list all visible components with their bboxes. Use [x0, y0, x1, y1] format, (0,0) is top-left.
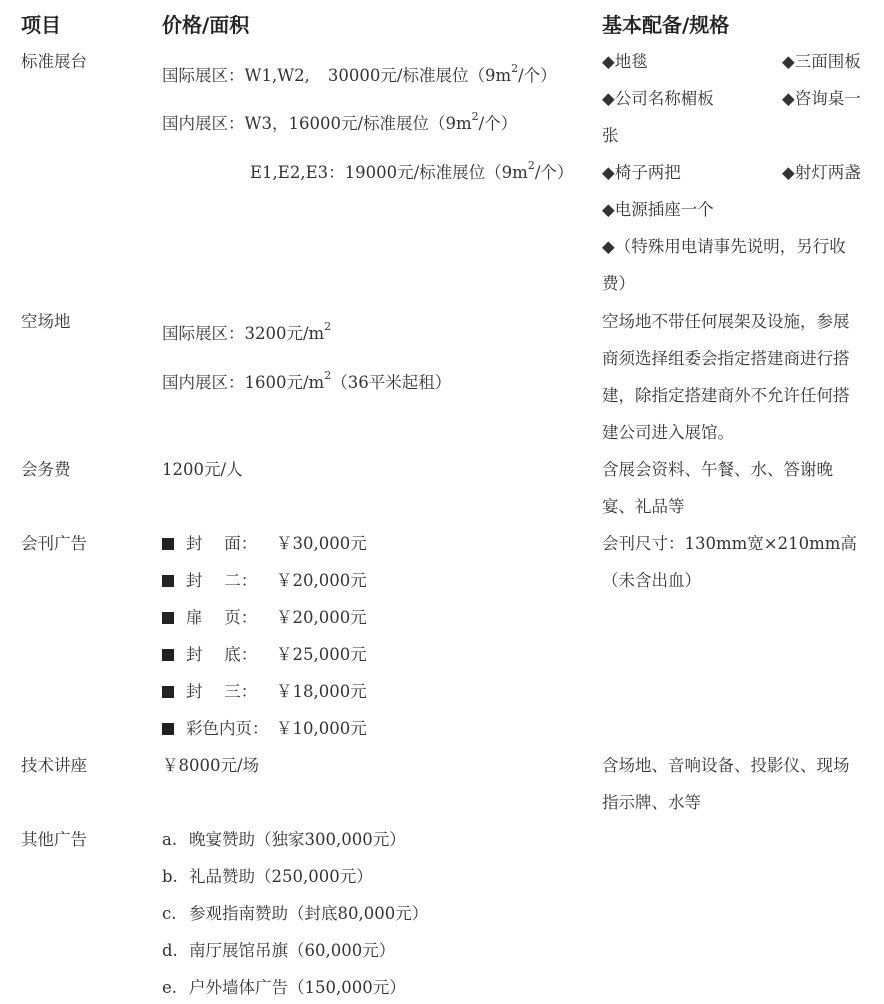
- journal-ad-price: ￥10,000元: [276, 719, 367, 738]
- space-spec-line-1: 空场地不带任何展架及设施，参展: [602, 312, 850, 331]
- spec-socket: ◆电源插座一个: [602, 200, 714, 219]
- journal-ad-price: ￥25,000元: [276, 645, 367, 664]
- space-price-domestic: [162, 369, 451, 393]
- journal-ad-price: ￥30,000元: [276, 534, 367, 553]
- space-spec-line-2: 商须选择组委会指定搭建商进行搭: [602, 349, 850, 368]
- spec-chairs: ◆椅子两把: [602, 163, 681, 182]
- conference-price: 1200元/人: [162, 460, 243, 479]
- booth-price-intl: [162, 62, 557, 86]
- space-intl: 国际展区：3200元/m: [162, 324, 325, 343]
- item-other-ads: 其他广告: [21, 830, 87, 849]
- booth-intl-sup: 2: [511, 62, 519, 75]
- item-technical-lecture: 技术讲座: [21, 756, 87, 775]
- journal-ad-row: [162, 678, 367, 702]
- spec-lights: ◆射灯两盏: [782, 163, 861, 182]
- booth-dom-price: 16000元/标准展位（9m: [288, 114, 472, 133]
- square-bullet-icon: [162, 538, 174, 550]
- journal-ad-label: 封 二：: [186, 571, 258, 590]
- other-ad-row: [162, 826, 406, 850]
- header-item: 项目: [21, 13, 61, 37]
- other-ad-text: 礼品赞助（250,000元）: [189, 867, 373, 886]
- booth-dom-suffix: /个）: [478, 114, 518, 133]
- other-ad-row: [162, 900, 428, 924]
- other-ad-text: 晚宴赞助（独家300,000元）: [189, 830, 406, 849]
- journal-ad-label: 扉 页：: [186, 608, 258, 627]
- lecture-price: ￥8000元/场: [162, 756, 260, 775]
- square-bullet-icon: [162, 612, 174, 624]
- square-bullet-icon: [162, 686, 174, 698]
- other-ad-letter: d.: [162, 941, 178, 960]
- other-ad-letter: c.: [162, 904, 177, 923]
- space-dom-suffix: （36平米起租）: [331, 373, 452, 392]
- conference-spec-line-1: 含展会资料、午餐、水、答谢晚: [602, 460, 833, 479]
- booth-dom-sup: 2: [471, 110, 479, 123]
- item-conference-fee: 会务费: [21, 460, 71, 479]
- space-spec-line-4: 建公司进入展馆。: [602, 423, 734, 442]
- other-ad-row: [162, 974, 406, 998]
- journal-ad-row: [162, 530, 367, 554]
- other-ad-row: [162, 937, 395, 961]
- conference-spec-line-2: 宴、礼品等: [602, 497, 685, 516]
- item-standard-booth: 标准展台: [21, 52, 87, 71]
- space-intl-sup: 2: [324, 320, 332, 333]
- journal-ad-row: [162, 641, 367, 665]
- journal-ad-price: ￥18,000元: [276, 682, 367, 701]
- booth-dom-prefix: 国内展区：W3，: [162, 114, 289, 133]
- spec-power: ◆（特殊用电请事先说明，另行收: [602, 237, 846, 256]
- booth-price-e: [250, 159, 573, 183]
- journal-ad-label: 封 底：: [186, 645, 258, 664]
- other-ad-letter: e.: [162, 978, 178, 997]
- item-empty-space: 空场地: [21, 312, 71, 331]
- journal-ad-row: [162, 604, 367, 628]
- journal-ad-label: 彩色内页：: [186, 719, 269, 738]
- spec-fascia: ◆公司名称楣板: [602, 89, 714, 108]
- booth-intl-suffix: /个）: [518, 66, 557, 85]
- spec-power-cont: 费）: [602, 274, 635, 293]
- journal-ad-row: [162, 567, 367, 591]
- spec-walls: ◆三面围板: [782, 52, 861, 71]
- booth-e-price: 19000元/标准展位（9m: [344, 163, 528, 182]
- lecture-spec-line-2: 指示牌、水等: [602, 793, 701, 812]
- spec-desk-cont: 张: [602, 126, 619, 145]
- booth-e-prefix: E1,E2,E3：: [250, 163, 345, 182]
- other-ad-letter: b.: [162, 867, 178, 886]
- other-ad-text: 户外墙体广告（150,000元）: [189, 978, 406, 997]
- other-ad-text: 参观指南赞助（封底80,000元）: [189, 904, 429, 923]
- header-price: 价格/面积: [162, 13, 250, 37]
- journal-spec-line-1: 会刊尺寸：130mm宽×210mm高: [602, 534, 857, 553]
- square-bullet-icon: [162, 649, 174, 661]
- journal-ad-label: 封 三：: [186, 682, 258, 701]
- journal-ad-price: ￥20,000元: [276, 571, 367, 590]
- booth-intl-price: 30000元/标准展位（9m: [327, 66, 512, 85]
- space-price-intl: [162, 320, 331, 344]
- journal-ad-row: [162, 715, 367, 739]
- journal-spec-line-2: （未含出血）: [602, 571, 701, 590]
- journal-ad-price: ￥20,000元: [276, 608, 367, 627]
- space-dom-sup: 2: [324, 369, 332, 382]
- journal-ad-label: 封 面：: [186, 534, 258, 553]
- space-spec-line-3: 建，除指定搭建商外不允许任何搭: [602, 386, 850, 405]
- booth-e-suffix: /个）: [534, 163, 574, 182]
- square-bullet-icon: [162, 723, 174, 735]
- item-journal-ads: 会刊广告: [21, 534, 87, 553]
- booth-e-sup: 2: [527, 159, 535, 172]
- square-bullet-icon: [162, 575, 174, 587]
- other-ad-row: [162, 863, 373, 887]
- other-ad-text: 南厅展馆吊旗（60,000元）: [189, 941, 396, 960]
- other-ad-letter: a.: [162, 830, 178, 849]
- booth-price-domestic: [162, 110, 517, 134]
- header-spec: 基本配备/规格: [602, 13, 730, 37]
- spec-carpet: ◆地毯: [602, 52, 648, 71]
- space-dom: 国内展区：1600元/m: [162, 373, 325, 392]
- lecture-spec-line-1: 含场地、音响设备、投影仪、现场: [602, 756, 850, 775]
- spec-desk: ◆咨询桌一: [782, 89, 861, 108]
- booth-intl-prefix: 国际展区：W1,W2,: [162, 66, 310, 85]
